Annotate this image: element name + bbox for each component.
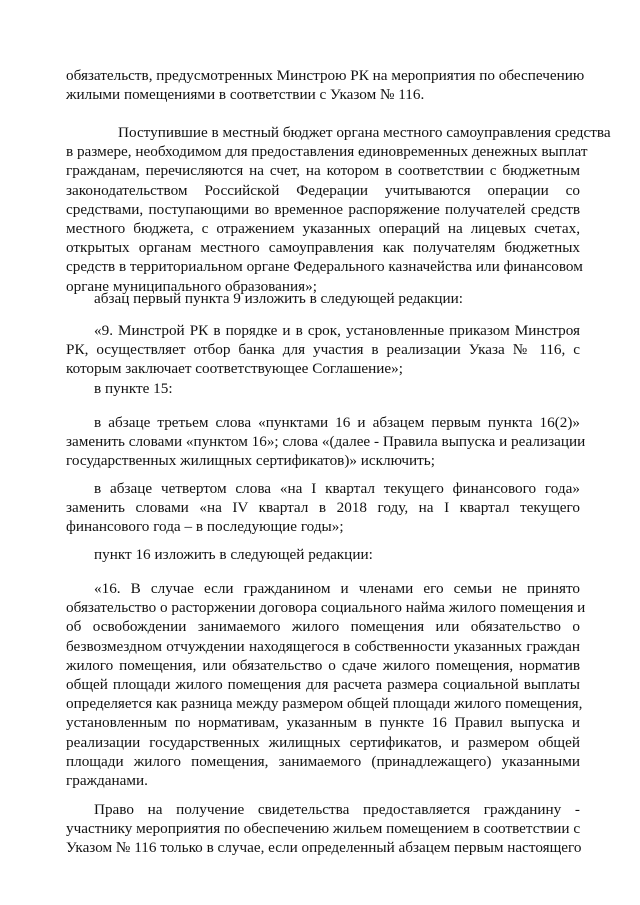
paragraph-budget-funds — [66, 123, 611, 296]
text-line: гражданами. — [66, 772, 148, 790]
paragraph-point-9-intro: абзац первый пункта 9 изложить в следующей редакции: — [94, 290, 464, 307]
paragraph-point-15-fourth — [66, 479, 580, 537]
text-line: государственных жилищных сертификатов)» исключить; — [66, 452, 435, 470]
text-line: Указом № 116 только в случае, если определенный абзацем первым настоящего — [66, 839, 582, 857]
text-line: реализации государственных жилищных сертификатов, и размером общей — [66, 733, 580, 751]
text-line: средствами, поступающими во временное распоряжение получателей средств — [66, 200, 580, 218]
text-line: определяется как разница между размером общей площади жилого помещения, — [66, 695, 583, 713]
text-line: установленным по нормативам, указанным в пункте 16 Правил выпуска и — [66, 714, 580, 732]
text-line: законодательством Российской Федерации учитываются операции со — [66, 181, 580, 199]
text-line: органе муниципального образования»; — [66, 277, 317, 295]
text-line: в размере, необходимом для предоставления единовременных денежных выплат — [66, 143, 588, 161]
text-line: открытых органам местного самоуправления как получателям бюджетных — [66, 239, 580, 257]
paragraph-continuation — [66, 66, 585, 104]
text-line: обязательство о расторжении договора социального найма жилого помещения и — [66, 599, 586, 617]
text-line: местного бюджета, с отражением указанных операций на лицевых счетах, — [66, 220, 580, 238]
text-line: «16. В случае если гражданином и членами его семьи не принято — [94, 580, 580, 597]
text-line: участнику мероприятия по обеспечению жильем помещением в соответствии с — [66, 820, 581, 838]
text-line: безвозмездном отчуждении находящегося в собственности указанных граждан — [66, 637, 580, 655]
text-line: жилого помещения, или обязательство о сдаче жилого помещения, норматив — [66, 656, 580, 674]
text-line: которым заключает соответствующее Соглашение»; — [66, 360, 403, 378]
paragraph-certificate-right — [66, 800, 580, 858]
text-line: заменить словами «пунктом 16»; слова «(далее - Правила выпуска и реализации — [66, 433, 586, 451]
text-line: «9. Минстрой РК в порядке и в срок, установленные приказом Минстроя — [94, 322, 580, 339]
paragraph-point-16-intro: пункт 16 изложить в следующей редакции: — [94, 546, 373, 563]
text-line: Поступившие в местный бюджет органа местного самоуправления средства — [118, 124, 611, 141]
paragraph-point-15-third — [66, 413, 586, 471]
text-line: гражданам, перечисляются на счет, на котором в соответствии с бюджетным — [66, 162, 580, 180]
text-line: в абзаце четвертом слова «на I квартал текущего финансового года» — [94, 480, 580, 497]
paragraph-point-16-text — [66, 579, 586, 790]
text-line: в абзаце третьем слова «пунктами 16 и абзацем первым пункта 16(2)» — [94, 414, 580, 431]
text-line: финансового года – в последующие годы»; — [66, 518, 344, 536]
text-line: РК, осуществляет отбор банка для участия в реализации Указа № 116, с — [66, 341, 580, 359]
text-line: обязательств, предусмотренных Минстрою РК на мероприятия по обеспечению — [66, 67, 585, 84]
text-line: средств в территориальном органе Федерального казначейства или финансовом — [66, 258, 583, 276]
text-line: заменить словами «на IV квартал в 2018 году, на I квартал текущего — [66, 499, 580, 517]
text-line: жилыми помещениями в соответствии с Указом № 116. — [66, 86, 425, 104]
text-line: Право на получение свидетельства предоставляется гражданину - — [94, 801, 580, 818]
text-line: площади жилого помещения, занимаемого (принадлежащего) указанными — [66, 752, 580, 770]
paragraph-point-9-text — [66, 321, 580, 379]
paragraph-point-15-intro: в пункте 15: — [94, 380, 173, 397]
text-line: об освобождении занимаемого жилого помещения или обязательство о — [66, 618, 580, 636]
text-line: общей площади жилого помещения для расчета размера социальной выплаты — [66, 676, 580, 694]
